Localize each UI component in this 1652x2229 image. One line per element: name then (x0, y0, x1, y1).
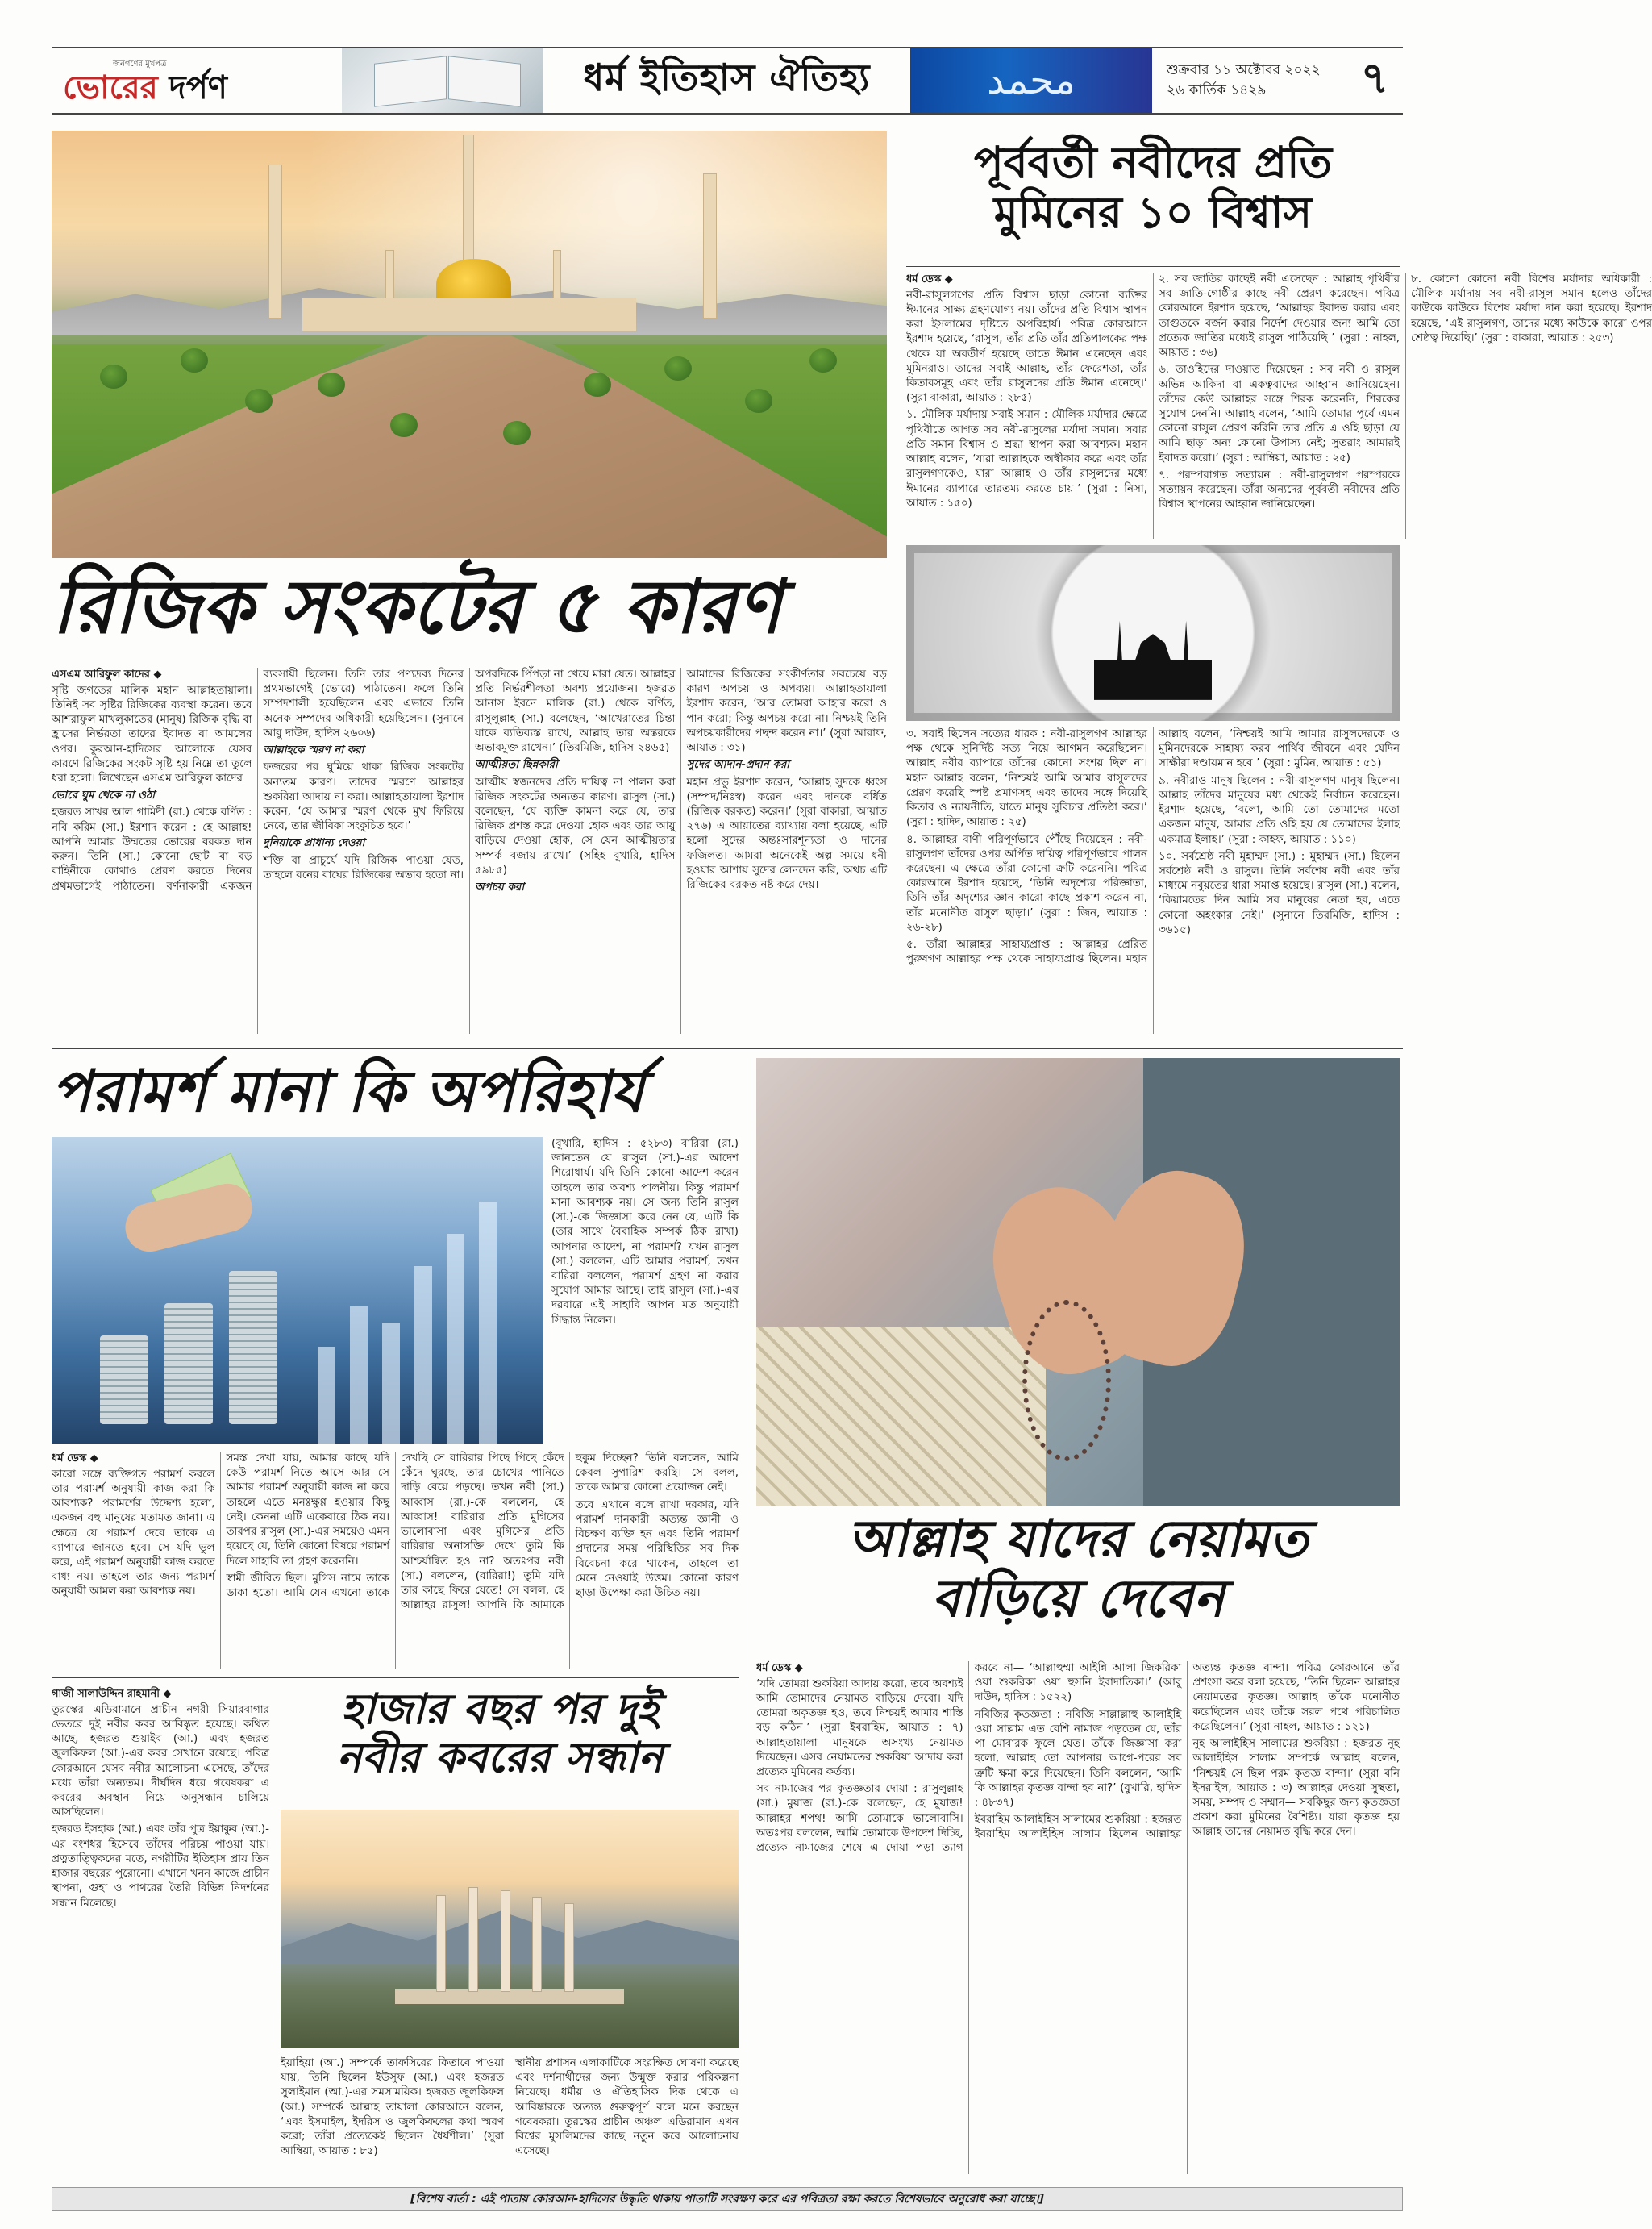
graves-body-bottom (281, 2056, 739, 2174)
ancient-ruins-photo (281, 1810, 739, 2048)
rizik-sub-5: অপচয় করা (475, 881, 525, 894)
logo-part-1: ভোরের (63, 68, 158, 106)
rizik-para-5: আমাদের রিজিকের সংকীর্ণতার সবচেয়ে বড় কারণ অপচয় ও অপব্যয়। আল্লাহতায়ালা ইরশাদ করেন, ‘আর তোমরা আহার করো ও পান করো; কিন্তু অপচয় করো না। নিশ্চয়ই তিনি অপচয়কারীদের পছন্দ করেন না।’ (সুরা আরাফ, আয়াত : ৩১) (686, 669, 887, 755)
rizik-intro: সৃষ্টি জগতের মালিক মহান আল্লাহতায়ালা। তিনিই সব সৃষ্টির রিজিকের ব্যবস্থা করেন। তবে আশরাফুল মাখলুকাতের (মানুষ) রিজিক বৃদ্ধি বা হ্রাসের নির্ভরতা তাদের ইবাদত বা আমলের ওপর। কুরআন-হাদিসের আলোকে যেসব কারণে রিজিকের সংকট সৃষ্টি হয় নিম্নে তা তুলে ধরা হলো। লিখেছেন এসএম আরিফুল কাদের (52, 684, 252, 785)
page-number: ৭ (1360, 52, 1389, 103)
graves-para-4: স্থানীয় প্রশাসন এলাকাটিকে সংরক্ষিত ঘোষণা করেছে এবং দর্শনার্থীদের জন্য উন্মুক্ত করার পরিকল্পনা নিয়েছে। ধর্মীয় ও ঐতিহাসিক দিক থেকে এ আবিষ্কারকে অত্যন্ত গুরুত্বপূর্ণ বলে মনে করছেন গবেষকরা। তুরস্কের প্রাচীন অঞ্চল এডিরামান এখন বিশ্বের মুসলিমদের কাছে নতুন করে আলোচনায় এসেছে। (515, 2057, 739, 2158)
section-rule-middle (52, 1048, 1403, 1049)
niamat-para-2: সব নামাজের পর কৃতজ্ঞতার দোয়া : রাসুলুল্লাহ (সা.) মুয়াজ (রা.)-কে বলেছেন, হে মুয়াজ! আল্লাহর শপথ! আমি তোমাকে ভালোবাসি। অতঃপর বললেন, আমি তোমাকে উপদেশ দিচ্ছি, প্রত্যেক নামাজের শেষে এ দোয়া পড়া ত্যাগ করবে না— ‘আল্লাহুম্মা আইন্নি আলা জিকরিকা ওয়া শুকরিকা ওয়া হুসনি ইবাদাতিকা।’ (আবু দাউদ, হাদিস : ১৫২২) (756, 1662, 1182, 1855)
niamat-para-4: ইবরাহিম আলাইহিস সালামের শুকরিয়া : হজরত ইবরাহিম আলাইহিস সালাম ছিলেন আল্লাহর অত্যন্ত কৃতজ্ঞ বান্দা। পবিত্র কোরআনে তাঁর প্রশংসা করে বলা হয়েছে, ‘তিনি ছিলেন আল্লাহর নেয়ামতের কৃতজ্ঞ। আল্লাহ তাঁকে মনোনীত করেছিলেন এবং তাঁকে সরল পথে পরিচালিত করেছিলেন।’ (সুরা নাহল, আয়াত : ১২১) (974, 1662, 1400, 1841)
newspaper-logo[interactable] (52, 48, 342, 113)
graves-headline-line-1: হাজার বছর পর দুই (340, 1685, 660, 1734)
niamat-para-3: নবিজির কৃতজ্ঞতা : নবিজি সাল্লাল্লাহু আলাইহি ওয়া সাল্লাম এত বেশি নামাজ পড়তেন যে, তাঁর পা মোবারক ফুলে যেত। তাঁকে জিজ্ঞাসা করা হলো, আল্লাহ তো আপনার আগে-পরের সব ত্রুটি ক্ষমা করে দিয়েছেন। তিনি বললেন, ‘আমি কি আল্লাহর কৃতজ্ঞ বান্দা হব না?’ (বুখারি, হাদিস : ৪৮৩৭) (974, 1708, 1182, 1809)
belief-headline (906, 137, 1400, 258)
rizik-sub-3: দুনিয়াকে প্রাধান্য দেওয়া (263, 837, 365, 850)
belief-article-bottom (906, 727, 1400, 1034)
niamat-para-5: নুহ আলাইহিস সালামের শুকরিয়া : হজরত নুহ আলাইহিস সালাম সম্পর্কে আল্লাহ বলেন, ‘নিশ্চয়ই সে ছিল পরম কৃতজ্ঞ বান্দা।’ (সুরা বনি ইসরাইল, আয়াত : ৩) আল্লাহর দেওয়া সুস্থতা, সময়, সম্পদ ও সম্মান— সবকিছুর জন্য কৃতজ্ঞতা প্রকাশ করা মুমিনের বৈশিষ্ট্য। যারা কৃতজ্ঞ হয় আল্লাহ তাদের নেয়ামত বৃদ্ধি করে দেন। (1192, 1738, 1400, 1839)
niamat-body (756, 1661, 1400, 2174)
niamat-headline-line-1: আল্লাহ যাদের নেয়ামত (847, 1509, 1309, 1569)
date-gregorian: শুক্রবার ১১ অক্টোবর ২০২২ (1167, 62, 1321, 79)
belief-body-bottom (906, 727, 1400, 1034)
rizik-para-1: হজরত সাখর আল গামিদী (রা.) থেকে বর্ণিত : নবি করিম (সা.) ইরশাদ করেন : হে আল্লাহ! আপনি আমার উম্মতের ভোরের বরকত দান করুন। তিনি (সা.) কোনো ছোট বা বড় বাহিনীকে কোথাও প্রেরণ করতে দিনের প্রথমভাগেই পাঠাতেন। বর্ণনাকারী একজন ব্যবসায়ী ছিলেন। তিনি তার পণ্যদ্রব্য দিনের প্রথমভাগেই (ভোরে) পাঠাতেন। ফলে তিনি সম্পদশালী হয়েছিলেন এবং এভাবে তিনি অনেক সম্পদের অধিকারী হয়েছিলেন। (সুনানে আবু দাউদ, হাদিস ২৬০৬) (52, 669, 464, 893)
belief-point-5: ৫. তাঁরা আল্লাহর সাহায্যপ্রাপ্ত : আল্লাহর প্রেরিত পুরুষগণ আল্লাহর পক্ষ থেকে সাহায্যপ্রাপ্ত ছিলেন। মহান আল্লাহ বলেন, ‘নিশ্চয়ই আমি আমার রাসুলদেরকে ও মুমিনদেরকে সাহায্য করব পার্থিব জীবনে এবং যেদিন সাক্ষীরা দণ্ডায়মান হবে।’ (সুরা : মুমিন, আয়াত : ৫১) (906, 728, 1400, 966)
niamat-article (756, 1661, 1400, 2174)
graves-para-3: ইয়াহিয়া (আ.) সম্পর্কে তাফসিরের কিতাবে পাওয়া যায়, তিনি ছিলেন ইউসুফ (আ.) এবং হজরত সুলাইমান (আ.)-এর সমসাময়িক। হজরত জুলকিফল (আ.) সম্পর্কে আল্লাহ তায়ালা কোরআনে বলেন, ‘এবং ইসমাইল, ইদরিস ও জুলকিফলের কথা স্মরণ করো; তাঁরা প্রত্যেকেই ছিলেন ধৈর্যশীল।’ (সুরা আম্বিয়া, আয়াত : ৮৫) (281, 2057, 504, 2158)
belief-rule (906, 266, 1400, 267)
section-title: ধর্ম ইতিহাস ঐতিহ্য (583, 56, 871, 99)
belief-headline-line-1: পূর্ববর্তী নবীদের প্রতি (973, 136, 1333, 188)
belief-article-top (906, 273, 1652, 539)
niamat-byline: ধর্ম ডেস্ক ◆ (756, 1662, 803, 1674)
advice-body-bottom (52, 1452, 739, 1669)
belief-point-4: ৪. আল্লাহর বাণী পরিপূর্ণভাবে পৌঁছে দিয়েছেন : নবী-রাসুলগণ তাঁদের ওপর অর্পিত দায়িত্ব পরিপূর্ণভাবে পালন করেছেন। এ ক্ষেত্রে তাঁরা কোনো ক্রটি করেননি। পবিত্র কোরআনে ইরশাদ হয়েছে, ‘তিনি অদৃশ্যের পরিজ্ঞাতা, তিনি তাঁর অদৃশ্যের জ্ঞান কারো কাছে প্রকাশ করেন না, তাঁর মনোনীত রাসুল ছাড়া।’ (সুরা : জিন, আয়াত : ২৬-২৮) (906, 833, 1147, 934)
mosque-photo (52, 131, 887, 558)
graves-headline (261, 1685, 739, 1806)
rizik-sub-2: আল্লাহকে স্মরণ না করা (263, 744, 364, 757)
belief-point-10: ১০. সর্বশ্রেষ্ঠ নবী মুহাম্মদ (সা.) : মুহাম্মদ (সা.) ছিলেন সর্বশ্রেষ্ঠ নবী ও রাসুল। তিনি সর্বশেষ নবী এবং তাঁর মাধ্যমে নবুয়তের ধারা সমাপ্ত হয়েছে। রাসুল (সা.) বলেন, ‘কিয়ামতের দিন আমি সব মানুষের নেতা হব, এতে কোনো অহংকার নেই।’ (সুনানে তিরমিজি, হাদিস : ৩৬১৫) (1159, 850, 1400, 936)
belief-intro: নবী-রাসুলগণের প্রতি বিশ্বাস ছাড়া কোনো ব্যক্তির ঈমানের সাক্ষ্য গ্রহণযোগ্য নয়। তাঁদের প্রতি বিশ্বাস স্থাপন করা ইসলামের দৃষ্টিতে অপরিহার্য। পবিত্র কোরআনে ইরশাদ হয়েছে, ‘রাসুল, তাঁর প্রতি তাঁর প্রতিপালকের পক্ষ থেকে যা অবতীর্ণ হয়েছে তাতে ঈমান এনেছেন এবং মুমিনরাও। তাদের সবাই আল্লাহ, তাঁর ফেরেশতা, তাঁর কিতাবসমূহ এবং তাঁর রাসুলদের প্রতি ঈমান এনেছে।’ (সুরা বাকারা, আয়াত : ২৮৫) (906, 289, 1147, 405)
rizik-article (52, 668, 887, 1034)
belief-headline-line-2: মুমিনের ১০ বিশ্বাস (993, 186, 1313, 239)
advice-para-2: সমস্ত দেখা যায়, আমার কাছে যদি কেউ পরামর্শ নিতে আসে আর সে আমার পরামর্শ অনুযায়ী কাজ না করে তাহলে এতে মনঃক্ষুণ্ণ হওয়ার কিছু নেই। কেননা এটি একেবারে ঠিক নয়। তারপর রাসুল (সা.)-এর সময়েও এমন হয়েছে যে, তিনি কোনো বিষয়ে পরামর্শ দিলে সাহাবি তা গ্রহণ করেননি। (226, 1452, 389, 1568)
rizik-headline: রিজিক সংকটের ৫ কারণ (52, 563, 782, 650)
graves-article-bottom (281, 2056, 739, 2174)
advice-body-right (551, 1137, 739, 1444)
crescent-mosque-photo (906, 545, 1400, 721)
rizik-sub-6: সুদের আদান-প্রদান করা (686, 759, 790, 772)
niamat-headline-line-2: বাড়িয়ে দেবেন (931, 1568, 1225, 1629)
belief-byline: ধর্ম ডেস্ক ◆ (906, 273, 953, 285)
graves-body-left (52, 1687, 269, 2174)
graves-para-2: হজরত ইসহাক (আ.) এবং তাঁর পুত্র ইয়াকুব (আ.)-এর বংশধর হিসেবে তাঁদের পরিচয় পাওয়া যায়। প্রত্নতাত্ত্বিকদের মতে, নগরীটির ইতিহাস প্রায় তিন হাজার বছরের পুরোনো। এখানে খনন কাজে প্রাচীন স্থাপনা, গুহা ও পাথরের তৈরি বিভিন্ন নিদর্শনের সন্ধান মিলেছে। (52, 1823, 269, 1910)
logo-tagline: জনগণের মুখপত্র (113, 59, 167, 69)
money-chart-photo (52, 1137, 543, 1444)
belief-point-1: ১. মৌলিক মর্যাদায় সবাই সমান : মৌলিক মর্যাদার ক্ষেত্রে পৃথিবীতে আগত সব নবী-রাসুলের মর্যাদা সমান। সবার প্রতি সমান বিশ্বাস ও শ্রদ্ধা স্থাপন করা আবশ্যক। মহান আল্লাহ বলেন, ‘যারা আল্লাহকে অস্বীকার করে এবং তাঁর রাসুলগণকেও, যারা আল্লাহ ও তাঁর রাসুলদের মধ্যে ঈমানের ব্যাপারে তারতম্য করতে চায়।’ (সুরা : নিসা, আয়াত : ১৫০) (906, 409, 1147, 510)
rizik-para-2: ফজরের পর ঘুমিয়ে থাকা রিজিক সংকটের অন্যতম কারণ। তাদের স্মরণে আল্লাহর শুকরিয়া আদায় না করা। আল্লাহতায়ালা ইরশাদ করেন, ‘যে আমার স্মরণ থেকে মুখ ফিরিয়ে নেবে, তার জীবিকা সংকুচিত হবে।’ (263, 761, 464, 833)
rizik-body (52, 668, 887, 1034)
advice-para-1: কারো সঙ্গে ব্যক্তিগত পরামর্শ করলে তার পরামর্শ অনুযায়ী কাজ করা কি আবশ্যক? পরামর্শের উদ্দেশ্য হলো, একজন বহু মানুষের মতামত জানা। এ ক্ষেত্রে যে পরামর্শ দেবে তাকে এ ব্যাপারে জানতে হবে। সে যদি ভুল করে, এই পরামর্শ অনুযায়ী কাজ করতে বাধ্য নয়। তাহলে তার জন্য পরামর্শ অনুযায়ী আমল করা আবশ্যক নয়। (52, 1468, 215, 1598)
graves-para-1: তুরস্কের এডিরামানে প্রাচীন নগরী সিয়ারবাগার ভেতরে দুই নবীর কবর আবিষ্কৃত হয়েছে। কথিত আছে, হজরত শুয়াইব (আ.) এবং হজরত জুলকিফল (আ.)-এর কবর সেখানে রয়েছে। পবিত্র কোরআনে যেসব নবীর আলোচনা এসেছে, তাঁদের মধ্যে তাঁরা অন্যতম। দীর্ঘদিন ধরে গবেষকরা এ কবরের অবস্থান নিয়ে অনুসন্ধান চালিয়ে আসছিলেন। (52, 1703, 269, 1819)
advice-para-5: তবে এখানে বলে রাখা দরকার, যদি পরামর্শ দানকারী অত্যন্ত জ্ঞানী ও বিচক্ষণ ব্যক্তি হন এবং তিনি পরামর্শ প্রদানের সময় পরিস্থিতির সব দিক বিবেচনা করে থাকেন, তাহলে তা মেনে নেওয়াই উত্তম। কোনো কারণ ছাড়া উপেক্ষা করা উচিত নয়। (575, 1498, 739, 1599)
niamat-headline (756, 1510, 1400, 1655)
open-book-icon (342, 48, 543, 113)
date-bengali: ২৬ কার্তিক ১৪২৯ (1167, 82, 1267, 98)
belief-point-3: ৩. সবাই ছিলেন সত্যের ধারক : নবী-রাসুলগণ আল্লাহর পক্ষ থেকে সুনির্দিষ্ট সত্য নিয়ে আগমন করেছিলেন। আল্লাহ নবীর ব্যাপারে তাঁদের কোনো সংশয় ছিল না। মহান আল্লাহ বলেন, ‘নিশ্চয়ই আমি আমার রাসুলদের প্রেরণ করেছি স্পষ্ট প্রমাণসহ এবং তাদের সঙ্গে দিয়েছি কিতাব ও ন্যায়নীতি, যাতে মানুষ সুবিচার প্রতিষ্ঠা করে।’ (সুরা : হাদিদ, আয়াত : ২৫) (906, 728, 1147, 829)
belief-point-2: ২. সব জাতির কাছেই নবী এসেছেন : আল্লাহ পৃথিবীর সব জাতি-গোষ্ঠীর কাছে নবী প্রেরণ করেছেন। পবিত্র কোরআনে ইরশাদ হয়েছে, ‘আল্লাহর ইবাদত করার এবং তাগুতকে বর্জন করার নির্দেশ দেওয়ার জন্য আমি তো প্রত্যেক জাতির মধ্যেই রাসুল পাঠিয়েছি।’ (সুরা : নাহল, আয়াত : ৩৬) (1159, 273, 1400, 360)
advice-headline: পরামর্শ মানা কি অপরিহার্য (52, 1056, 644, 1125)
niamat-para-1: ‘যদি তোমরা শুকরিয়া আদায় করো, তবে অবশ্যই আমি তোমাদের নেয়ামত বাড়িয়ে দেবো। যদি তোমরা অকৃতজ্ঞ হও, তবে নিশ্চয়ই আমার শাস্তি বড় কঠিন।’ (সুরা ইবরাহিম, আয়াত : ৭) আল্লাহতায়ালা মানুষকে অসংখ্য নেয়ামত দিয়েছেন। এসব নেয়ামতের শুকরিয়া আদায় করা প্রত্যেক মুমিনের কর্তব্য। (756, 1677, 963, 1778)
rizik-byline: এসএম আরিফুল কাদের ◆ (52, 669, 162, 681)
section-rule-lower-left (52, 1677, 739, 1678)
footer-notice: [বিশেষ বার্তা : এই পাতায় কোরআন-হাদিসের উদ্ধৃতি থাকায় পাতাটি সংরক্ষণ করে এর পবিত্রতা রক্ষা করতে বিশেষভাবে অনুরোধ করা যাচ্ছে।] (52, 2187, 1403, 2211)
belief-body-top (906, 273, 1652, 539)
belief-point-6: ৬. তাওহিদের দাওয়াত দিয়েছেন : সব নবী ও রাসুল অভিন্ন আকিদা বা একত্ববাদের আহ্বান জানিয়েছেন। তাঁদের কেউ আল্লাহর সঙ্গে শিরক করেননি, শিরকের সুযোগ দেননি। আল্লাহ বলেন, ‘আমি তোমার পূর্বে এমন কোনো রাসুল প্রেরণ করিনি তার প্রতি এ ওহি ছাড়া যে আমি ছাড়া অন্য কোনো উপাস্য নেই; সুতরাং আমারই ইবাদত করো।’ (সুরা : আম্বিয়া, আয়াত : ২৫) (1159, 364, 1400, 465)
rizik-para-6: মহান প্রভু ইরশাদ করেন, ‘আল্লাহ সুদকে ধ্বংস (সম্পদ/নিঃস্ব) করেন এবং দানকে বর্ধিত (রিজিক বরকত) করেন।’ (সুরা বাকারা, আয়াত ২৭৬) এ আয়াতের ব্যাখ্যায় বলা হয়েছে, এটি হলো সুদের অন্তঃসারশূন্যতা ও দানের ফজিলত। আমরা অনেকেই অল্প সময়ে ধনী হওয়ার আশায় সুদের লেনদেন করি, অথচ এটি রিজিকের বরকত নষ্ট করে দেয়। (686, 776, 887, 892)
rizik-sub-4: আত্মীয়তা ছিন্নকারী (475, 759, 558, 772)
advice-article-right (551, 1137, 739, 1444)
rizik-sub-1: ভোরে ঘুম থেকে না ওঠা (52, 790, 156, 802)
calligraphy-banner: محمد (910, 48, 1152, 113)
advice-byline: ধর্ম ডেস্ক ◆ (52, 1452, 98, 1464)
graves-byline: গাজী সালাউদ্দিন রাহমানী ◆ (52, 1688, 172, 1700)
advice-para-4: (বুখারি, হাদিস : ৫২৮৩) বারিরা (রা.) জানতেন যে রাসুল (সা.)-এর আদেশ শিরোধার্য। যদি তিনি কোনো আদেশ করেন তাহলে তার অবশ্য পালনীয়। কিন্তু পরামর্শ মানা আবশ্যক নয়। সে জন্য তিনি রাসুল (সা.)-কে জিজ্ঞাসা করে নেন যে, এটি কি (তার সাথে বৈবাহিক সম্পর্ক ঠিক রাখা) আপনার আদেশ, না পরামর্শ? যখন রাসুল (সা.) বললেন, এটি আমার পরামর্শ, তখন বারিরা বললেন, পরামর্শ গ্রহণ না করার সুযোগ আমার আছে। তাই রাসুল (সা.)-এর দরবারে এই সাহাবি আপন মত অনুযায়ী সিদ্ধান্ত নিলেন। (551, 1138, 739, 1327)
page-header (52, 47, 1403, 115)
issue-date (1152, 48, 1346, 113)
belief-point-9: ৯. নবীরাও মানুষ ছিলেন : নবী-রাসুলগণ মানুষ ছিলেন। আল্লাহ তাঁদের মানুষের মধ্য থেকেই নির্বাচন করেছেন। ইরশাদ হয়েছে, ‘বলো, আমি তো তোমাদের মতো একজন মানুষ, আমার প্রতি ওহি হয় যে তোমাদের ইলাহ একমাত্র ইলাহ।’ (সুরা : কাহফ, আয়াত : ১১০) (1159, 774, 1400, 846)
graves-article-left (52, 1687, 269, 2174)
belief-point-7: ৭. পরম্পরাগত সত্যায়ন : নবী-রাসুলগণ পরস্পরকে সত্যায়ন করেছেন। তাঁরা অন্যদের পূর্ববর্তী নবীদের প্রতি বিশ্বাস স্থাপনের আহ্বান জানিয়েছেন। (1159, 469, 1400, 511)
belief-point-8: ৮. কোনো কোনো নবী বিশেষ মর্যাদার অধিকারী : মৌলিক মর্যাদায় সব নবী-রাসুল সমান হলেও তাঁদের কাউকে কাউকে বিশেষ মর্যাদা দান করা হয়েছে। ইরশাদ হয়েছে, ‘এই রাসুলগণ, তাদের মধ্যে কাউকে কারো ওপর শ্রেষ্ঠত্ব দিয়েছি।’ (সুরা : বাকারা, আয়াত : ২৫৩) (1411, 273, 1652, 344)
advice-article-bottom (52, 1452, 739, 1669)
advice-para-3: স্বামী জীবিত ছিল। মুগিস নামে তাকে ডাকা হতো। আমি যেন এখনো তাকে দেখছি সে বারিরার পিছে পিছে কেঁদে কেঁদে ঘুরছে, তার চোখের পানিতে দাড়ি বেয়ে পড়ছে। তখন নবী (সা.) আব্বাস (রা.)-কে বললেন, হে আব্বাস! বারিরার প্রতি মুগিসের ভালোবাসা এবং মুগিসের প্রতি বারিরার অনাসক্তি দেখে তুমি কি আশ্চর্যান্বিত হও না? অতঃপর নবী (সা.) বললেন, (বারিরা!) তুমি যদি তার কাছে ফিরে যেতে! সে বলল, হে আল্লাহর রাসুল! আপনি কি আমাকে হুকুম দিচ্ছেন? তিনি বললেন, আমি কেবল সুপারিশ করছি। সে বলল, তাকে আমার কোনো প্রয়োজন নেই। (226, 1452, 739, 1612)
rizik-para-3: শক্তি বা প্রাচুর্যে যদি রিজিক পাওয়া যেত, তাহলে বনের বাঘের রিজিকের অভাব হতো না। অপরদিকে পিঁপড়া না খেয়ে মারা যেত। আল্লাহর প্রতি নির্ভরশীলতা অবশ্য প্রয়োজন। হজরত আনাস ইবনে মালিক (রা.) থেকে বর্ণিত, রাসুলুল্লাহ (সা.) বলেছেন, ‘আখেরাতের চিন্তা যাকে ব্যতিব্যস্ত রাখে, আল্লাহ তার অন্তরকে অভাবমুক্ত রাখেন।’ (তিরমিজি, হাদিস ২৪৬৫) (263, 669, 676, 881)
praying-hands-photo (756, 1058, 1400, 1506)
logo-part-2: দর্পণ (157, 68, 227, 106)
logo-text (63, 68, 342, 106)
graves-headline-line-2: নবীর কবরের সন্ধান (336, 1732, 664, 1782)
rizik-para-4: আত্মীয় স্বজনদের প্রতি দায়িত্ব না পালন করা রিজিক সংকটের অন্যতম কারণ। রাসুল (সা.) বলেছেন, ‘যে ব্যক্তি কামনা করে যে, তার রিজিক প্রশস্ত করে দেওয়া হোক এবং তার আয়ু বাড়িয়ে দেওয়া হোক, সে যেন আত্মীয়তার সম্পর্ক বজায় রাখে।’ (সহিহ বুখারি, হাদিস ৫৯৮৫) (475, 776, 676, 877)
